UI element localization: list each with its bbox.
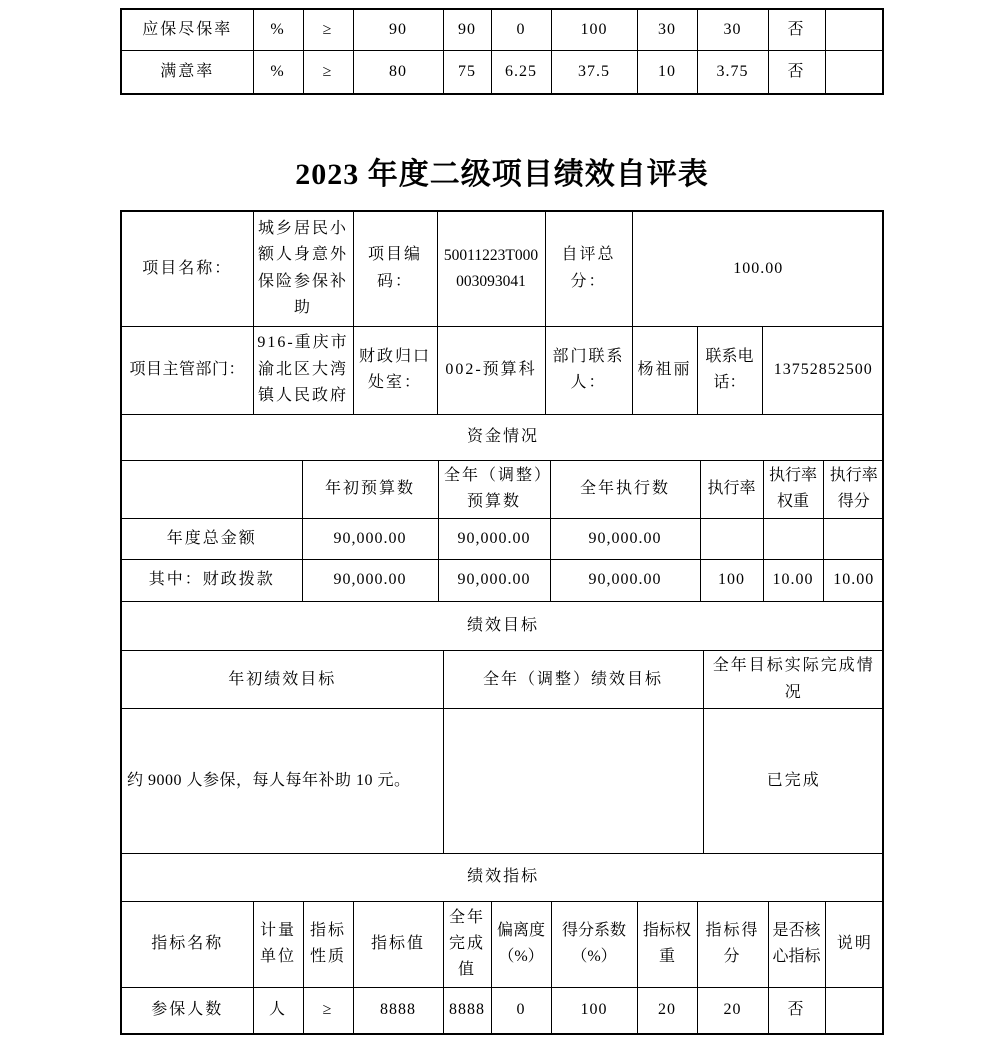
- table-cell: 0: [491, 10, 551, 50]
- column-header: 指标权重: [637, 901, 697, 987]
- table-row: [122, 901, 884, 987]
- row-label: 年度总金额: [122, 518, 302, 559]
- table-cell: 90,000.00: [550, 518, 700, 559]
- table-cell: 30: [637, 10, 697, 50]
- column-header: [122, 461, 302, 519]
- table-cell: %: [253, 50, 303, 93]
- table-cell: 90,000.00: [550, 559, 700, 601]
- table-cell: [763, 518, 823, 559]
- indicators-table: [122, 854, 884, 1033]
- table-row: [122, 461, 884, 519]
- project-code-label: 项目编码：: [353, 212, 437, 326]
- column-header: 是否核心指标: [768, 901, 825, 987]
- column-header: 全年（调整）预算数: [438, 461, 550, 519]
- table-cell: 10.00: [823, 559, 884, 601]
- project-info-table: [122, 212, 884, 415]
- contact-value: 杨祖丽: [632, 326, 697, 414]
- table-row: [122, 602, 884, 651]
- column-header: 得分系数（%）: [551, 901, 637, 987]
- table-cell: ≥: [303, 10, 353, 50]
- phone-value: 13752852500: [762, 326, 884, 414]
- table-cell: 37.5: [551, 50, 637, 93]
- table-row: [122, 10, 884, 50]
- table-cell: 6.25: [491, 50, 551, 93]
- table-cell: 8888: [443, 987, 491, 1033]
- indicator-name-cell: 参保人数: [122, 987, 253, 1033]
- table-cell: 否: [768, 50, 825, 93]
- table-cell: 30: [697, 10, 768, 50]
- goals-table: [122, 602, 884, 855]
- table-row: [122, 651, 884, 709]
- table-cell: 10.00: [763, 559, 823, 601]
- column-header: 计量单位: [253, 901, 303, 987]
- table-cell: 100: [551, 987, 637, 1033]
- table-cell: [825, 50, 884, 93]
- table-cell: 8888: [353, 987, 443, 1033]
- self-score-value: 100.00: [632, 212, 884, 326]
- table-row: [122, 559, 884, 601]
- table-cell: 100: [700, 559, 763, 601]
- initial-goal-cell: 约 9000 人参保，每人每年补助 10 元。: [122, 709, 443, 854]
- indicator-name-cell: 满意率: [122, 50, 253, 93]
- column-header: 年初绩效目标: [122, 651, 443, 709]
- table-cell: [823, 518, 884, 559]
- page-title: 2023 年度二级项目绩效自评表: [295, 158, 709, 191]
- finance-office-value: 002-预算科: [437, 326, 545, 414]
- indicator-table-continuation: [120, 8, 884, 95]
- table-cell: ≥: [303, 50, 353, 93]
- project-code-value: 50011223T000003093041: [437, 212, 545, 326]
- column-header: 全年（调整）绩效目标: [443, 651, 703, 709]
- table-row: [122, 709, 884, 854]
- project-name-value: 城乡居民小额人身意外保险参保补助: [253, 212, 353, 326]
- table-cell: %: [253, 10, 303, 50]
- column-header: 全年执行数: [550, 461, 700, 519]
- dept-label: 项目主管部门：: [122, 326, 253, 414]
- dept-value: 916-重庆市渝北区大湾镇人民政府: [253, 326, 353, 414]
- column-header: 指标值: [353, 901, 443, 987]
- contact-label: 部门联系人：: [545, 326, 632, 414]
- phone-label: 联系电话：: [697, 326, 762, 414]
- table-cell: 90,000.00: [302, 559, 438, 601]
- table-cell: 10: [637, 50, 697, 93]
- table-cell: 90: [353, 10, 443, 50]
- table-row: [122, 518, 884, 559]
- table-cell: 否: [768, 10, 825, 50]
- section-banner-goals: 绩效目标: [122, 602, 884, 651]
- section-banner-funds: 资金情况: [122, 415, 884, 461]
- table-cell: 否: [768, 987, 825, 1033]
- table-cell: 90,000.00: [302, 518, 438, 559]
- project-name-label: 项目名称：: [122, 212, 253, 326]
- column-header: 全年完成值: [443, 901, 491, 987]
- table-cell: 3.75: [697, 50, 768, 93]
- column-header: 说明: [825, 901, 884, 987]
- adjusted-goal-cell: [443, 709, 703, 854]
- goal-completion-cell: 已完成: [703, 709, 884, 854]
- table-row: [122, 50, 884, 93]
- table-cell: 人: [253, 987, 303, 1033]
- table-cell: 90: [443, 10, 491, 50]
- column-header: 执行率得分: [823, 461, 884, 519]
- document-content: [120, 8, 884, 1035]
- table-row: [122, 326, 884, 414]
- table-row: [122, 854, 884, 901]
- column-header: 偏离度（%）: [491, 901, 551, 987]
- table-cell: 20: [637, 987, 697, 1033]
- indicator-name-cell: 应保尽保率: [122, 10, 253, 50]
- section-banner-indicators: 绩效指标: [122, 854, 884, 901]
- table-cell: 100: [551, 10, 637, 50]
- table-cell: 90,000.00: [438, 559, 550, 601]
- table-cell: 0: [491, 987, 551, 1033]
- table-cell: 20: [697, 987, 768, 1033]
- column-header: 全年目标实际完成情况: [703, 651, 884, 709]
- table-row: [122, 415, 884, 461]
- table-cell: [825, 987, 884, 1033]
- column-header: 指标得分: [697, 901, 768, 987]
- table-cell: ≥: [303, 987, 353, 1033]
- column-header: 指标名称: [122, 901, 253, 987]
- continuation-table: [122, 10, 884, 93]
- table-cell: [700, 518, 763, 559]
- funds-table: [122, 415, 884, 602]
- self-score-label: 自评总分：: [545, 212, 632, 326]
- table-row: [122, 987, 884, 1033]
- self-eval-table: [120, 210, 884, 1035]
- column-header: 指标性质: [303, 901, 353, 987]
- table-row: [122, 212, 884, 326]
- row-label: 其中：财政拨款: [122, 559, 302, 601]
- finance-office-label: 财政归口处室：: [353, 326, 437, 414]
- column-header: 执行率: [700, 461, 763, 519]
- column-header: 执行率权重: [763, 461, 823, 519]
- table-cell: [825, 10, 884, 50]
- table-cell: 90,000.00: [438, 518, 550, 559]
- table-cell: 80: [353, 50, 443, 93]
- column-header: 年初预算数: [302, 461, 438, 519]
- table-cell: 75: [443, 50, 491, 93]
